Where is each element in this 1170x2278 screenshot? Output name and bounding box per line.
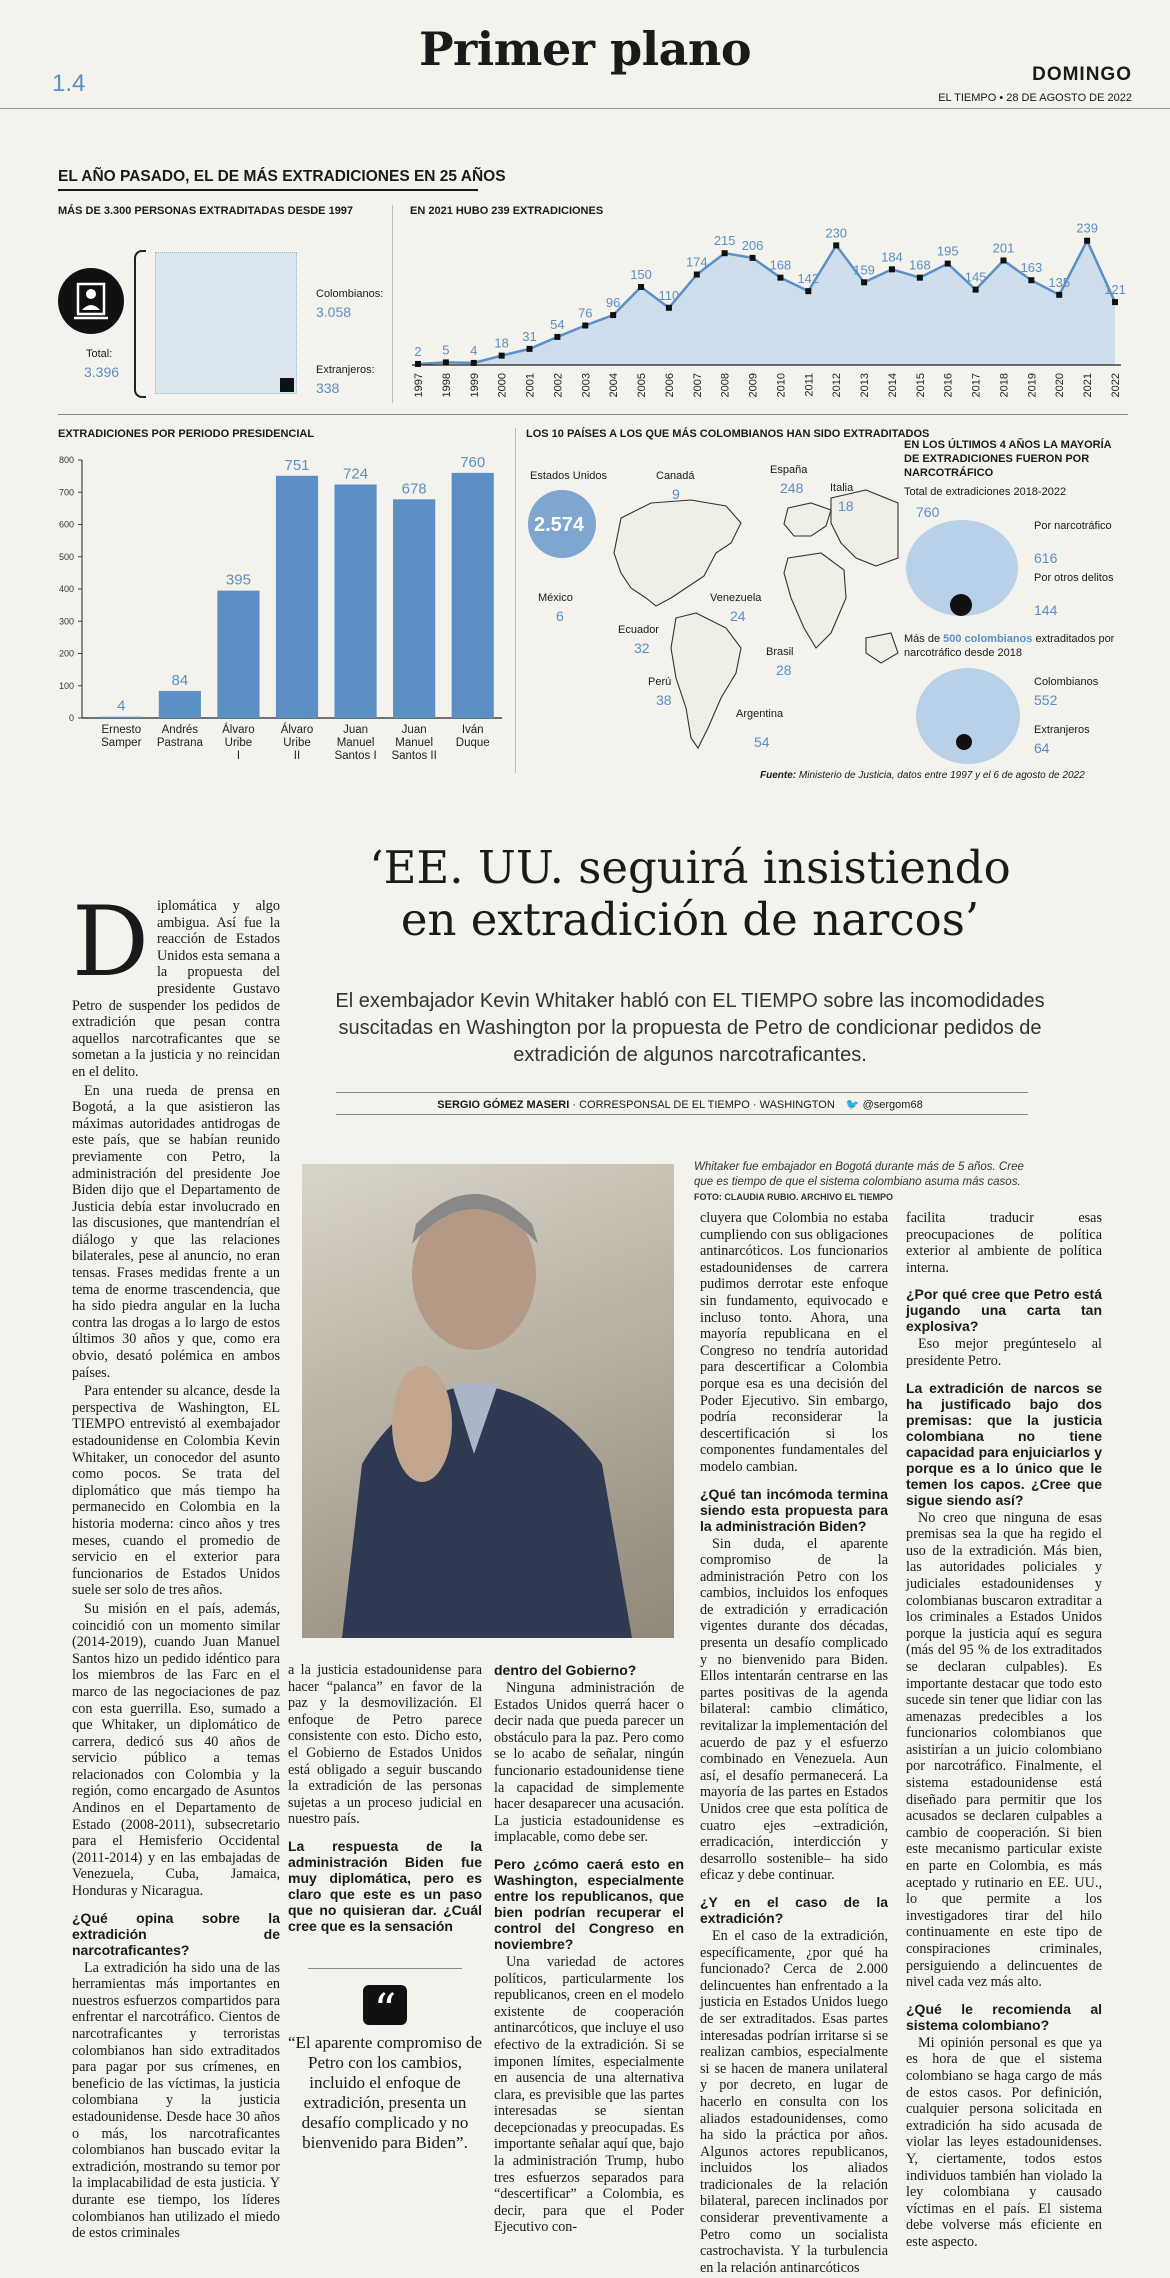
page-number: 1.4 bbox=[52, 70, 86, 97]
data-label: 31 bbox=[522, 328, 537, 344]
x-tick-label: 2022 bbox=[1110, 373, 1122, 398]
country-value-italy: 18 bbox=[838, 498, 854, 514]
data-point bbox=[1056, 292, 1062, 298]
other-value: 144 bbox=[1034, 602, 1058, 618]
article-column-5 bbox=[906, 1210, 1102, 2253]
country-name-ecuador: Ecuador bbox=[618, 624, 659, 636]
category-label: Manuel bbox=[336, 737, 375, 749]
photo-caption-text: Whitaker fue embajador en Bogotá durante más de 5 años. Cree que es tiempo de que el sistema colombiano asuma más casos. bbox=[694, 1161, 1024, 1188]
photo-credit: FOTO: CLAUDIA RUBIO. ARCHIVO EL TIEMPO bbox=[694, 1192, 894, 1202]
x-tick-label: 2010 bbox=[775, 373, 788, 398]
category-label: Juan bbox=[401, 724, 427, 736]
country-value-brazil: 28 bbox=[776, 662, 792, 678]
data-label: 195 bbox=[936, 243, 959, 259]
twitter-handle: @sergom68 bbox=[862, 1099, 923, 1111]
category-label: Álvaro bbox=[222, 724, 255, 736]
article-deck: El exembajador Kevin Whitaker habló con EL TIEMPO sobre las incomodidades suscitadas en Washington por la propuesta de Petro de condicionar pedidos de extradición de algunos narcotraficantes. bbox=[335, 990, 1045, 1066]
section-rule bbox=[58, 414, 1128, 415]
data-label: 142 bbox=[797, 271, 820, 287]
infographic-title: EL AÑO PASADO, EL DE MÁS EXTRADICIONES EN 25 AÑOS bbox=[58, 168, 506, 185]
headline-line-1: ‘EE. UU. seguirá insistiendo bbox=[369, 841, 1011, 894]
x-tick-label: 2008 bbox=[719, 373, 732, 398]
x-tick-label: 2005 bbox=[636, 373, 649, 398]
article-headline bbox=[260, 842, 1120, 946]
paragraph: Para entender su alcance, desde la perspectiva de Washington, EL TIEMPO entrevistó al exembajador estadounidense en Colombia Kevin Whitaker, un conocedor del asunto como pocos. Se trata del diplomático que más tiempo ha permanecido en Colombia en la historia moderna: cinco años y tres meses, cuando el promedio de servicio en el exterior para funcionarios de Estados Unidos suele ser solo de tres años. bbox=[72, 1383, 280, 1599]
bar-value-label: 395 bbox=[225, 571, 251, 589]
person-document-icon bbox=[58, 268, 124, 334]
data-point bbox=[889, 266, 895, 272]
category-label: Uribe bbox=[224, 737, 253, 749]
data-label: 239 bbox=[1076, 220, 1098, 236]
paragraph: facilita traducir esas preocupaciones de política exterior al ambiente de política interna. bbox=[906, 1210, 1102, 1276]
narco-note bbox=[904, 632, 1124, 660]
data-label: 206 bbox=[741, 237, 764, 253]
y-tick-label: 300 bbox=[58, 616, 74, 627]
bar-value-label: 678 bbox=[401, 480, 427, 498]
data-point bbox=[666, 305, 672, 311]
y-tick-label: 400 bbox=[58, 584, 74, 594]
x-tick-label: 2002 bbox=[552, 373, 565, 398]
north-america-shape bbox=[614, 500, 741, 606]
south-america-shape bbox=[671, 613, 741, 748]
byline bbox=[330, 1098, 1030, 1111]
country-name-canada: Canadá bbox=[656, 470, 695, 482]
foreigners-dot bbox=[956, 734, 972, 750]
pull-quote: “El aparente compromiso de Petro con los cambios, incluido el enfoque de extradición, presenta un desafío complicado y no bienvenido para Biden”. bbox=[288, 2032, 483, 2152]
paragraph: a la justicia estadounidense para hacer “palanca” en favor de la paz y la desmovilización. El enfoque de Petro parece consistente con esto. Dicho esto, el Gobierno de Estados Unidos está obligado a seguir buscando la extradición de las personas sujetas a un proceso judicial en nuestro país. bbox=[288, 1662, 482, 1828]
other-label: Por otros delitos bbox=[1034, 572, 1114, 584]
category-label: Álvaro bbox=[280, 724, 314, 736]
twitter-icon: 🐦 bbox=[845, 1099, 860, 1111]
section-title: Primer plano bbox=[418, 22, 752, 76]
country-name-venezuela: Venezuela bbox=[710, 592, 762, 604]
data-label: 18 bbox=[494, 335, 509, 351]
x-tick-label: 2018 bbox=[998, 373, 1011, 398]
source-text: Ministerio de Justicia, datos entre 1997 y el 6 de agosto de 2022 bbox=[798, 770, 1085, 781]
bar bbox=[334, 485, 376, 718]
data-label: 145 bbox=[964, 269, 987, 285]
panel-divider bbox=[392, 205, 393, 403]
data-point bbox=[443, 359, 449, 365]
country-name-brazil: Brasil bbox=[766, 646, 794, 658]
category-label: Samper bbox=[101, 737, 142, 749]
y-tick-label: 0 bbox=[68, 713, 74, 723]
whitaker-photo bbox=[302, 1164, 674, 1638]
data-point bbox=[973, 287, 979, 293]
foreigners-block bbox=[280, 378, 294, 392]
data-point bbox=[1000, 257, 1006, 263]
category-label: Iván bbox=[461, 724, 484, 736]
data-label: 54 bbox=[550, 316, 565, 332]
paragraph: Mi opinión personal es que ya es hora de que el sistema colombiano se haga cargo de más de estos casos. Por definición, cualquier persona solicitada en extradición ha sido acusada de violar las leyes estadounidenses. Y, ciertamente, todos estos individuos también han violado la ley colombiana y causado víctimas en el país. El sistema debe volverse más eficiente en este aspecto. bbox=[906, 2034, 1102, 2250]
recent-colombians-label: Colombianos bbox=[1034, 676, 1099, 688]
interview-question: ¿Y en el caso de la extradición? bbox=[700, 1893, 888, 1926]
category-label: Santos I bbox=[334, 750, 377, 762]
recent-foreigners-label: Extranjeros bbox=[1034, 724, 1090, 736]
photo-caption bbox=[694, 1160, 1034, 1205]
total-value: 3.396 bbox=[84, 364, 120, 380]
note-prefix: Más de bbox=[904, 633, 941, 645]
colombians-block bbox=[155, 252, 297, 394]
data-label: 135 bbox=[1048, 274, 1071, 290]
x-tick-label: 2006 bbox=[663, 373, 676, 398]
paragraph: Sin duda, el aparente compromiso de la administración Petro con los cambios, incluidos los enfoques de extradición y erradicación vigentes durante dos décadas, presenta un desafío complicado y no bienvenido para Biden. Ellos intentarán centrarse en las partes positivas de la agenda bilateral: cambio climático, revitalizar la implementación del acuerdo de paz y el esfuerzo combinado en Venezuela. Aun así, el desafío permanecerá. La mayoría de las partes en Estados Unidos cree que esta política de cuatro ejes –extradición, erradicación, interdicción y desarrollo sostenible– ha sido eficaz y debe continuar. bbox=[700, 1535, 888, 1884]
country-value-venezuela: 24 bbox=[730, 608, 746, 624]
other-crimes-dot bbox=[950, 594, 972, 616]
x-tick-label: 2007 bbox=[691, 373, 704, 398]
category-label: I bbox=[236, 750, 241, 762]
header-rule bbox=[0, 108, 1170, 109]
y-tick-label: 500 bbox=[58, 551, 74, 562]
x-tick-label: 2000 bbox=[496, 373, 509, 398]
article-column-4 bbox=[700, 1210, 888, 2278]
total-bracket bbox=[134, 250, 146, 398]
data-label: 110 bbox=[658, 287, 680, 303]
category-label: Uribe bbox=[283, 737, 311, 749]
data-point bbox=[945, 261, 951, 267]
data-point bbox=[415, 361, 421, 367]
paragraph: No creo que ninguna de esas premisas sea la que ha regido el uso de la extradición. Más bien, las autoridades policiales y judiciales estadounidenses y colombianas buscaron extraditar a los criminales a Estados Unidos porque la justicia aquí es segura (más del 95 % de los extraditados se declaran culpables). Es importante destacar que todo esto sucede sin tener que lidiar con las amenazas predecibles a los funcionarios colombianos que asistirían a un juicio colombiano por narcotráfico. Finalmente, el sistema estadounidense está diseñado para permitir que los acusados se declaren culpables a cambio de cooperación. Si bien este mecanismo particular existe en parte en Colombia, es más aceptado y rutinario en EE. UU., lo que permite a los investigadores tirar del hilo continuamente en este tipo de conspiraciones criminales, persiguiendo a delincuentes de nivel cada vez más alto. bbox=[906, 1509, 1102, 1991]
data-label: 5 bbox=[442, 342, 450, 358]
bar bbox=[100, 717, 142, 718]
data-point bbox=[554, 334, 560, 340]
bar bbox=[276, 476, 318, 718]
country-value-ecuador: 32 bbox=[634, 640, 650, 656]
x-tick-label: 2011 bbox=[803, 373, 816, 397]
data-label: 121 bbox=[1104, 282, 1126, 298]
paragraph: cluyera que Colombia no estaba cumpliendo con sus obligaciones antinarcóticos. Los funcionarios estadounidenses de carrera pudimos derrotar este enfoque sin fundamento, equivocado e incluso tonto. Ahora, una mayoría republicana en el Congreso no tendría autoridad para descertificar a Colombia porque esa es una decisión del Poder Ejecutivo. Sin embargo, podría reconsiderar la descertificación si los componentes fundamentales del modelo cambian. bbox=[700, 1210, 888, 1475]
data-label: 76 bbox=[578, 305, 593, 321]
interview-question: La respuesta de la administración Biden fue muy diplomática, pero es claro que este es un paso que no quisieran dar. ¿Cuál cree que es la sensación bbox=[288, 1837, 482, 1934]
data-point bbox=[527, 346, 533, 352]
y-tick-label: 200 bbox=[58, 648, 74, 659]
article-column-3 bbox=[494, 1662, 684, 2238]
country-value-argentina: 54 bbox=[754, 734, 770, 750]
recent-panel-title: EN LOS ÚLTIMOS 4 AÑOS LA MAYORÍA DE EXTRADICIONES FUERON POR NARCOTRÁFICO bbox=[904, 439, 1112, 479]
pull-quote-rule bbox=[308, 1968, 462, 1969]
bar-value-label: 760 bbox=[460, 453, 486, 471]
note-suffix: extraditados por narcotráfico desde 2018 bbox=[904, 633, 1115, 659]
country-name-peru: Perú bbox=[648, 676, 672, 688]
day-label: DOMINGO bbox=[1032, 64, 1132, 85]
data-label: 2 bbox=[414, 343, 422, 359]
y-tick-label: 700 bbox=[58, 487, 74, 498]
country-value-mexico: 6 bbox=[556, 608, 564, 624]
colombians-label: Colombianos: bbox=[316, 288, 384, 300]
byline-rule-top bbox=[336, 1092, 1028, 1093]
data-label: 230 bbox=[825, 225, 848, 241]
country-name-argentina: Argentina bbox=[736, 708, 784, 720]
x-tick-label: 2001 bbox=[524, 373, 537, 398]
countries-title: LOS 10 PAÍSES A LOS QUE MÁS COLOMBIANOS HAN SIDO EXTRADITADOS bbox=[526, 428, 930, 440]
x-tick-label: 2003 bbox=[580, 373, 593, 398]
data-point bbox=[499, 353, 505, 359]
source-label: Fuente: bbox=[760, 770, 797, 781]
x-tick-label: 2020 bbox=[1054, 373, 1067, 398]
paragraph: Una variedad de actores políticos, particularmente los republicanos, creen en el modelo existente de cooperación antinarcóticos, que incluye el uso efectivo de la extradición. Si se imponen límites, especialmente en ausencia de una alternativa clara, es previsible que las partes interesadas se sientan decepcionadas y preocupadas. Es importante señalar aquí que, bajo la administración Trump, hubo tres esfuerzos separados para “descertificar” a Colombia, es decir, para que el Poder Ejecutivo con- bbox=[494, 1953, 684, 2236]
data-point bbox=[582, 322, 588, 328]
country-value-peru: 38 bbox=[656, 692, 672, 708]
category-label: Pastrana bbox=[156, 737, 203, 749]
data-label: 96 bbox=[605, 295, 621, 311]
data-point bbox=[1084, 238, 1090, 244]
data-label: 159 bbox=[853, 262, 875, 278]
data-point bbox=[610, 312, 616, 318]
oceania-shape bbox=[866, 633, 898, 663]
interview-question: dentro del Gobierno? bbox=[494, 1662, 637, 1678]
y-tick-label: 800 bbox=[58, 455, 74, 465]
data-label: 215 bbox=[713, 233, 736, 249]
data-point bbox=[750, 255, 756, 261]
interview-question: ¿Qué tan incómoda termina siendo esta propuesta para la administración Biden? bbox=[700, 1485, 888, 1534]
infographic-title-underline bbox=[58, 189, 478, 191]
bar-value-label: 724 bbox=[343, 465, 369, 483]
x-tick-label: 2019 bbox=[1026, 373, 1039, 398]
data-point bbox=[805, 288, 811, 294]
country-name-usa: Estados Unidos bbox=[530, 470, 608, 482]
country-value-spain: 248 bbox=[780, 480, 804, 496]
paragraph: iplomática y algo ambigua. Así fue la reacción de Estados Unidos esta semana a la propuesta del presidente Gustavo Petro de suspender los pedidos de extradición que pesan contra aquellos narcotraficantes que se sometan a la justicia y no reincidan en el delito. bbox=[72, 898, 280, 1080]
x-tick-label: 2017 bbox=[970, 373, 983, 398]
country-value-canada: 9 bbox=[672, 486, 680, 502]
x-tick-label: 2004 bbox=[608, 373, 621, 398]
data-point bbox=[777, 275, 783, 281]
interview-question: ¿Qué le recomienda al sistema colombiano? bbox=[906, 2000, 1102, 2033]
total-label: Total: bbox=[86, 348, 113, 360]
x-tick-label: 2012 bbox=[831, 373, 844, 398]
source-note bbox=[760, 770, 1085, 781]
data-point bbox=[1112, 299, 1118, 305]
bar-value-label: 4 bbox=[117, 697, 126, 715]
bar-value-label: 751 bbox=[284, 456, 310, 474]
paragraph: Eso mejor pregúnteselo al presidente Petro. bbox=[906, 1336, 1102, 1369]
narco-label: Por narcotráfico bbox=[1034, 520, 1112, 532]
data-point bbox=[471, 360, 477, 366]
area-fill bbox=[418, 241, 1115, 365]
yearly-extraditions-chart bbox=[400, 215, 1128, 410]
data-point bbox=[861, 279, 867, 285]
newspaper-date: EL TIEMPO • 28 DE AGOSTO DE 2022 bbox=[938, 92, 1132, 104]
interview-question: ¿Qué opina sobre la extradición de narcotraficantes? bbox=[72, 1909, 280, 1958]
bar bbox=[452, 473, 494, 718]
colombians-circle bbox=[916, 668, 1020, 764]
data-point bbox=[917, 275, 923, 281]
category-label: Duque bbox=[455, 737, 490, 749]
yearly-chart-title: EN 2021 HUBO 239 EXTRADICIONES bbox=[410, 205, 604, 217]
country-name-mexico: México bbox=[538, 592, 573, 604]
paragraph: La extradición ha sido una de las herramientas más importantes en nuestros esfuerzos compartidos para enfrentar el narcotráfico. Cientos de narcotraficantes y terroristas colombianos han sido extraditados para pagar por sus crímenes, en beneficio de las víctimas, la justicia colombiana y la justicia estadounidense. Desde hace 30 años o más, los narcotraficantes colombianos han buscado evitar la extradición, mostrando su temor por la implacabilidad de esta justicia. Y durante ese tiempo, los líderes colombianos han utilizado el miedo de estos criminales bbox=[72, 1959, 280, 2242]
note-highlight: 500 colombianos bbox=[943, 633, 1033, 645]
periods-chart-title: EXTRADICIONES POR PERIODO PRESIDENCIAL bbox=[58, 428, 315, 440]
data-label: 168 bbox=[908, 257, 931, 273]
byline-role: · CORRESPONSAL DE EL TIEMPO · WASHINGTON bbox=[572, 1099, 835, 1111]
x-tick-label: 1998 bbox=[440, 373, 453, 398]
category-label: Manuel bbox=[395, 737, 434, 749]
bar bbox=[159, 691, 201, 718]
x-tick-label: 1999 bbox=[468, 373, 481, 398]
paragraph: En una rueda de prensa en Bogotá, a la que asistieron las máximas autoridades antidrogas de este país, que se habían reunido previamente con Petro, la administración del presidente Joe Biden dijo que el Departamento de Justicia debía estar involucrado en las discusiones, que mantendrían el diálogo y que las relaciones bilaterales, pese al anuncio, no eran tensas. Frases medidas frente a un tema de enorme trascendencia, que ha sido piedra angular en la lucha contra las drogas a lo largo de estos últimos 30 años y que, como era obvio, desató polémica en ambos países. bbox=[72, 1082, 280, 1381]
dropcap: D bbox=[72, 886, 149, 998]
narco-value: 616 bbox=[1034, 550, 1058, 566]
data-point bbox=[722, 250, 728, 256]
country-value-usa: 2.574 bbox=[534, 514, 585, 536]
europe-shape bbox=[784, 503, 831, 536]
category-label: II bbox=[293, 750, 301, 762]
x-tick-label: 2013 bbox=[859, 373, 872, 398]
interview-question: ¿Por qué cree que Petro está jugando una carta tan explosiva? bbox=[906, 1286, 1102, 1335]
x-tick-label: 2015 bbox=[914, 373, 927, 398]
data-label: 168 bbox=[769, 257, 792, 273]
data-point bbox=[638, 284, 644, 290]
byline-author: SERGIO GÓMEZ MASERI bbox=[437, 1099, 570, 1111]
data-label: 4 bbox=[470, 342, 478, 358]
category-label: Santos II bbox=[391, 750, 437, 762]
presidential-periods-chart bbox=[52, 450, 507, 775]
paragraph: Su misión en el país, además, coincidió con un momento similar (2014-2019), cuando Juan Manuel Santos hizo un pedido idéntico para los miembros de las Farc en el marco de las negociaciones de paz con esta guerrilla. Eso, sumado a que Whitaker, un diplomático de carrera, dedicó sus 40 años de servicio público a temas relacionados con Colombia y la región, como encargado de Asuntos Andinos en el Departamento de Estado (2008-2011), subsecretario para el Hemisferio Occidental (2011-2014) y en las embajadas de Venezuela, Cuba, Jamaica, Honduras y Nicaragua. bbox=[72, 1600, 280, 1900]
paragraph: En el caso de la extradición, específicamente, ¿por qué ha funcionado? Cerca de 2.000 delincuentes han enfrentado a la justicia en Estados Unidos luego de ser extraditados. Esas partes interesadas podrían irritarse si se realizan cambios, especialmente si se hacen de manera unilateral y por decreto, en lugar de hacerlo en consulta con los aliados estadounidenses, como ha sido la práctica por años. Algunos actores republicanos, incluidos los aliados tradicionales de la relación bilateral, parecen inclinados por considerar preventivamente a Petro como un socialista castrochavista. Y la turbulencia en la relación antinarcóticos bbox=[700, 1927, 888, 2276]
foreigners-value: 338 bbox=[316, 380, 340, 396]
country-name-spain: España bbox=[770, 464, 808, 476]
recent-panel-subtitle: Total de extradiciones 2018-2022 bbox=[904, 486, 1067, 498]
foreigners-label: Extranjeros: bbox=[316, 364, 375, 376]
x-tick-label: 2014 bbox=[886, 372, 899, 398]
data-label: 174 bbox=[685, 254, 708, 270]
interview-question: Pero ¿cómo caerá esto en Washington, especialmente entre los republicanos, que bien podrían recuperar el control del Congreso en noviembre? bbox=[494, 1855, 684, 1952]
data-label: 184 bbox=[881, 249, 903, 265]
x-tick-label: 2021 bbox=[1082, 373, 1095, 398]
colombians-value: 3.058 bbox=[316, 304, 352, 320]
category-label: Andrés bbox=[161, 724, 199, 736]
recent-foreigners-value: 64 bbox=[1034, 740, 1050, 756]
y-tick-label: 100 bbox=[58, 680, 74, 691]
total-panel-title: MÁS DE 3.300 PERSONAS EXTRADITADAS DESDE 1997 bbox=[58, 205, 354, 217]
x-tick-label: 2016 bbox=[942, 373, 955, 398]
category-label: Juan bbox=[343, 724, 369, 736]
interview-question: La extradición de narcos se ha justificado bajo dos premisas: que la justicia colombiana no tiene capacidad para enjuiciarlos y porque es a lo único que le temen los capos. ¿Cree que sigue siendo así? bbox=[906, 1379, 1102, 1508]
data-label: 163 bbox=[1020, 260, 1043, 276]
category-label: Ernesto bbox=[101, 724, 142, 736]
headline-line-2: en extradición de narcos’ bbox=[400, 893, 980, 946]
bar bbox=[217, 591, 259, 718]
data-point bbox=[1028, 277, 1034, 283]
x-tick-label: 1997 bbox=[413, 373, 425, 398]
data-label: 150 bbox=[630, 267, 652, 282]
bar-value-label: 84 bbox=[171, 671, 189, 689]
recent-colombians-value: 552 bbox=[1034, 692, 1058, 708]
data-point bbox=[833, 242, 839, 248]
data-label: 201 bbox=[992, 240, 1015, 256]
africa-shape bbox=[784, 553, 846, 648]
y-tick-label: 600 bbox=[58, 519, 74, 530]
x-tick-label: 2009 bbox=[747, 373, 760, 398]
article-column-2 bbox=[288, 1662, 482, 2153]
quote-icon: “ bbox=[363, 1985, 407, 2025]
data-point bbox=[694, 272, 700, 278]
paragraph: Ninguna administración de Estados Unidos querrá hacer o decir nada que pueda parecer un obstáculo para la paz. Pero como se lo acabo de señalar, ningún funcionario estadounidense tiene la capacidad de simplemente hacer desaparecer una acusación. La justicia estadounidense es implacable, como debe ser. bbox=[494, 1680, 684, 1846]
country-name-italy: Italia bbox=[830, 482, 854, 494]
byline-rule-bottom bbox=[336, 1114, 1028, 1115]
bar bbox=[393, 499, 435, 718]
recent-total-value: 760 bbox=[916, 504, 940, 520]
article-column-1 bbox=[72, 886, 280, 2244]
panel-divider-2 bbox=[515, 428, 516, 773]
